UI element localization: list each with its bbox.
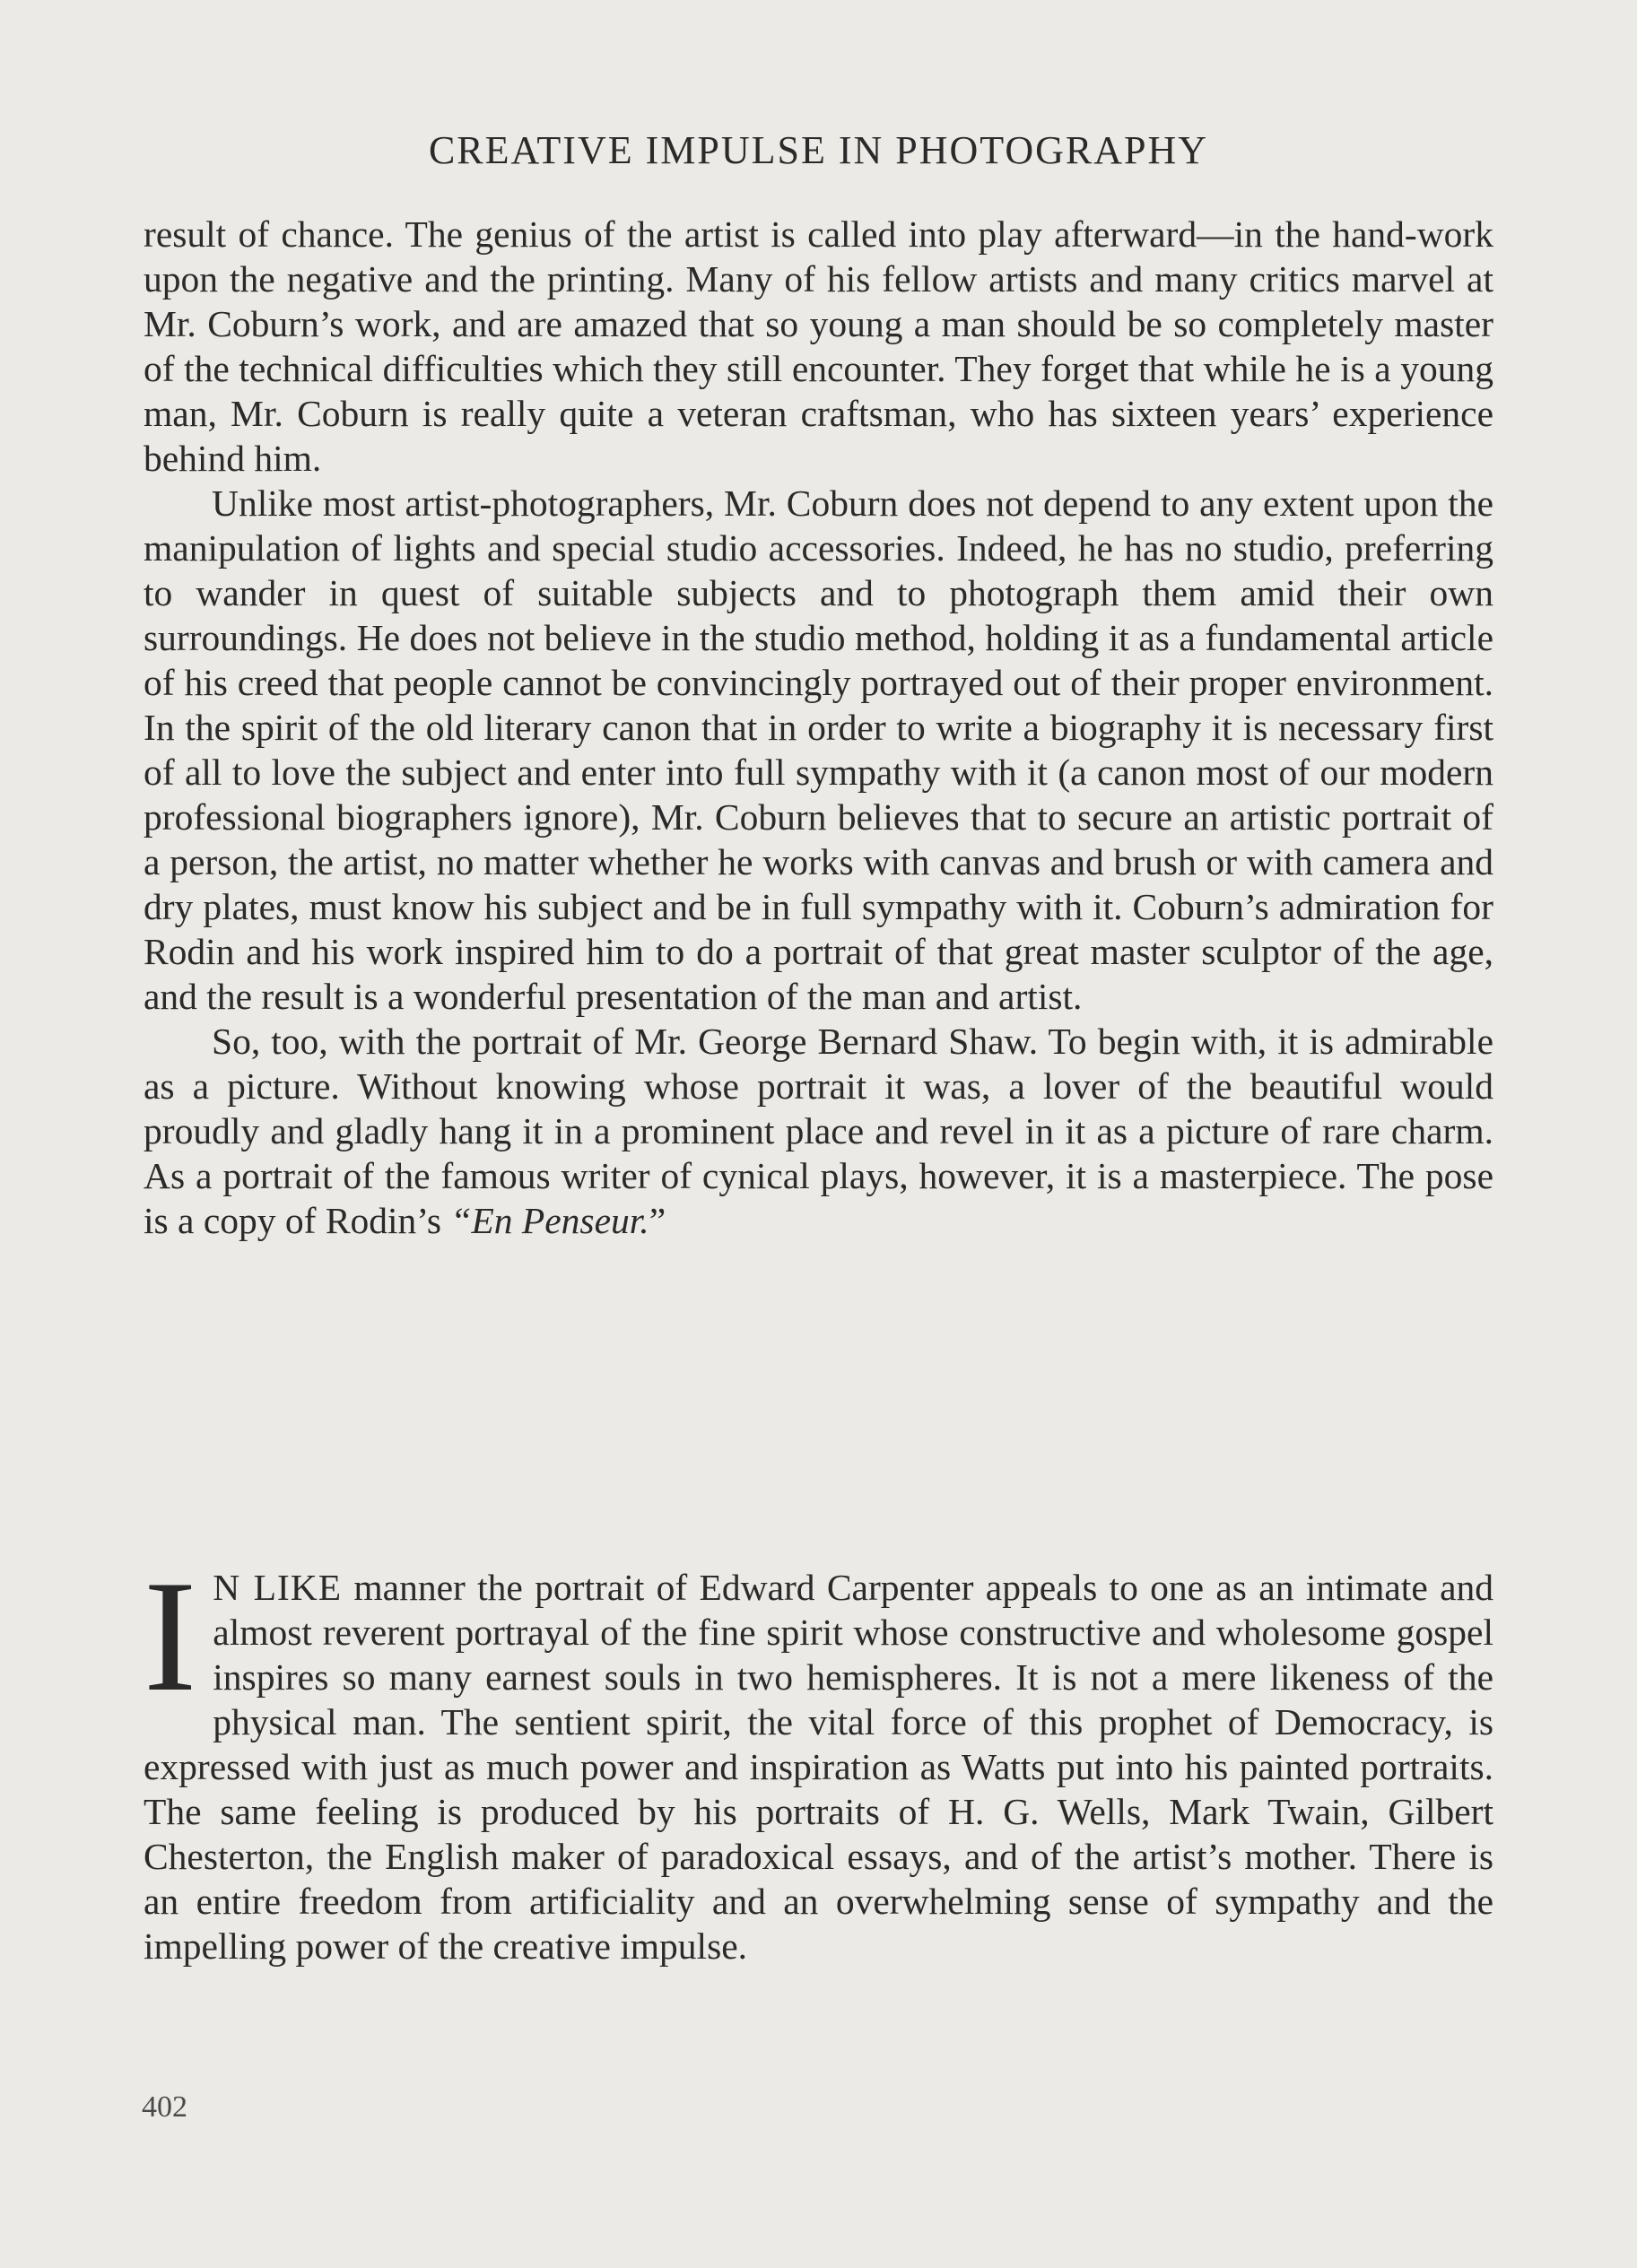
running-head: CREATIVE IMPULSE IN PHOTOGRAPHY — [428, 128, 1209, 172]
paragraph-2: Unlike most artist-photographers, Mr. Coburn does not depend to any extent upon the manipulation of lights and special studio accessories. Indeed, he has no studio, preferring to wander in quest of suitable subjects and to photograph them amid their own surroundings. He does not believe in the studio method, holding it as a fundamental article of his creed that people cannot be convincingly portrayed out of their proper environment. In the spirit of the old literary canon that in order to write a biography it is necessary first of all to love the subject and enter into full sympathy with it (a canon most of our modern professional biographers ignore), Mr. Coburn believes that to secure an artistic portrait of a person, the artist, no matter whether he works with canvas and brush or with camera and dry plates, must know his subject and be in full sympathy with it. Coburn’s admiration for Rodin and his work inspired him to do a portrait of that great master sculptor of the age, and the result is a wonderful presentation of the man and artist. — [144, 482, 1493, 1017]
body-text — [144, 212, 1493, 1243]
section-lead-words: N LIKE — [213, 1567, 343, 1608]
paragraph-3-italic-title: “En Penseur. — [450, 1200, 649, 1241]
paragraph-3-close-quote: ” — [649, 1200, 666, 1241]
paragraph-4 — [144, 1547, 1493, 1968]
paragraph-4-text: manner the portrait of Edward Carpenter appeals to one as an intimate and almost reverent portrayal of the fine spirit whose constructive and wholesome gospel inspires so many earnest souls in two hemispheres. It is not a mere likeness of the physical man. The sentient spirit, the vital force of this prophet of Democracy, is expressed with just as much power and inspiration as Watts put into his painted portraits. The same feeling is produced by his portraits of H. G. Wells, Mark Twain, Gilbert Chesterton, the English maker of paradoxical essays, and of the artist’s mother. There is an entire freedom from artificiality and an overwhelming sense of sympathy and the impelling power of the creative impulse. — [144, 1567, 1493, 1967]
page-number: 402 — [142, 2090, 187, 2124]
paragraph-1: result of chance. The genius of the artist is called into play afterward—in the hand-work upon the negative and the printing. Many of his fellow artists and many critics marvel at Mr. Coburn’s work, and are amazed that so young a man should be so completely master of the technical difficulties which they still encounter. They forget that while he is a young man, Mr. Coburn is really quite a veteran craftsman, who has sixteen years’ experience behind him. — [144, 213, 1493, 479]
paragraph-3-text: So, too, with the portrait of Mr. George Bernard Shaw. To begin with, it is admirable as a picture. Without knowing whose portrait it was, a lover of the beautiful would proudly and gladly hang it in a prominent place and revel in it as a picture of rare charm. As a portrait of the famous writer of cynical plays, however, it is a masterpiece. The pose is a copy of Rodin’s — [144, 1021, 1493, 1241]
drop-cap: I — [144, 1547, 197, 1725]
section-carpenter — [144, 1547, 1493, 1968]
paragraph-3 — [144, 1019, 1493, 1243]
